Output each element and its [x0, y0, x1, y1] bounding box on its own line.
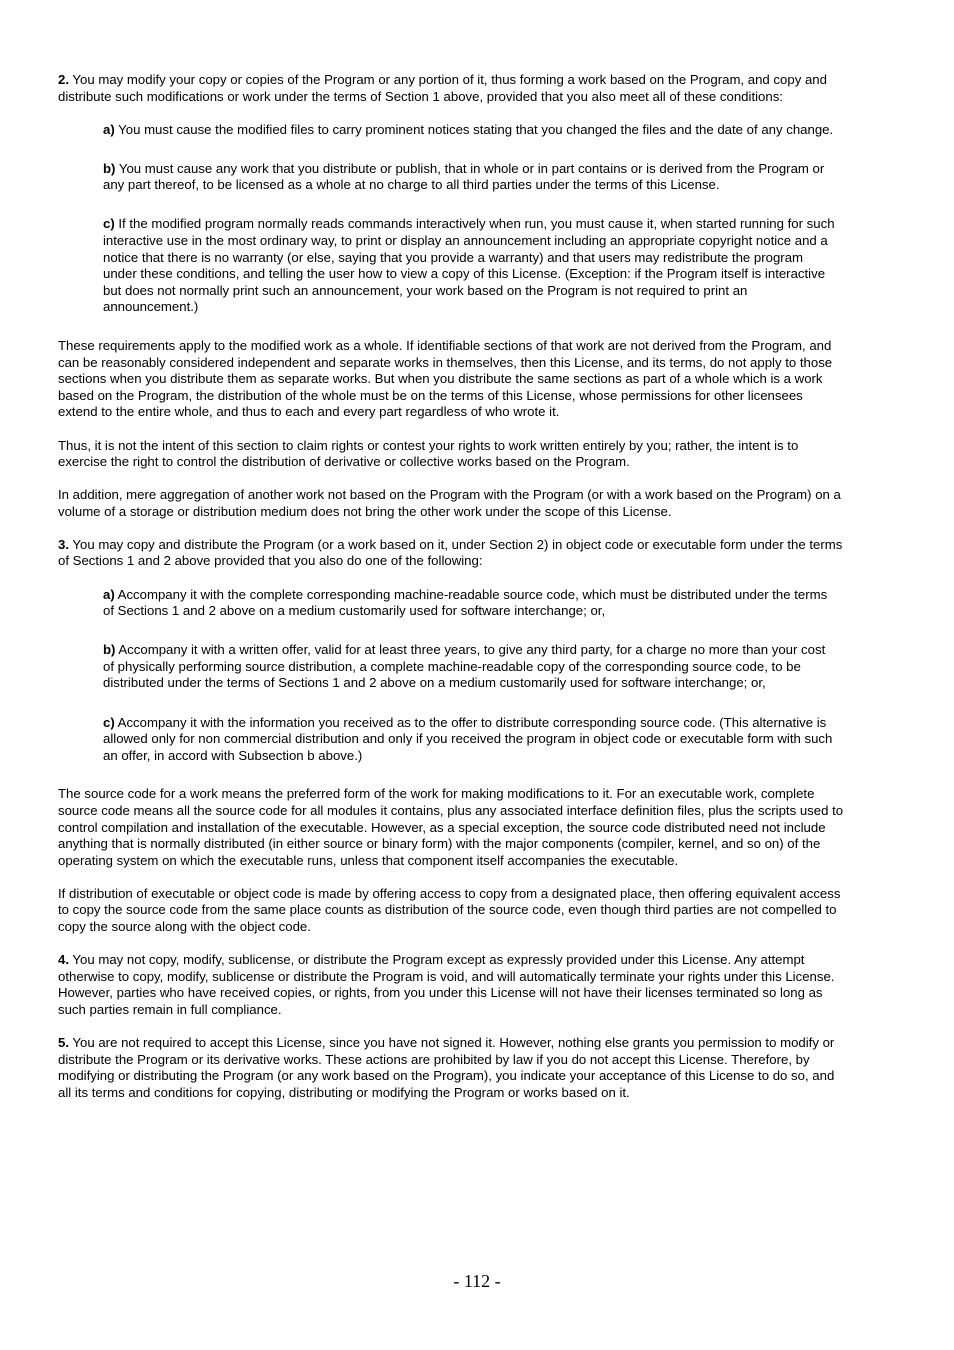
section-5: [58, 1035, 844, 1101]
section-3-paragraph-2: If distribution of executable or object code is made by offering access to copy from a designated place, then offering equivalent access to copy the source code from the same place counts as distribution of the source code, even though third parties are not compelled to copy the source along with the object code.: [58, 885, 841, 934]
section-2-item-b: [103, 161, 839, 194]
section-3-item-b: [103, 642, 839, 692]
page-number: - 112 -: [453, 1271, 501, 1291]
section-3-item-c: [103, 715, 839, 765]
section-3-intro: [58, 537, 844, 570]
item-label: a): [103, 121, 115, 137]
document-body: [58, 72, 844, 1118]
section-2-intro: [58, 72, 844, 105]
item-label: b): [103, 642, 116, 658]
section-number: 3.: [58, 536, 69, 552]
item-text: Accompany it with a written offer, valid for at least three years, to give any third party, for a charge no more than your cost of physically performing source distribution, a complete machine-readable copy of the corresponding source code, to be distributed under the terms of Sections 1 and 2 above on a medium customarily used for software interchange; or,: [103, 642, 826, 691]
section-number: 2.: [58, 72, 69, 87]
item-text: You must cause the modified files to carry prominent notices stating that you changed the files and the date of any change.: [114, 121, 834, 137]
paragraph-text: You are not required to accept this License, since you have not signed it. However, nothing else grants you permission to modify or distribute the Program or its derivative works. These actions are prohibited by law if you do not accept this License. Therefore, by modifying or distributing the Program (or any work based on the Program), you indicate your acceptance of this License to do so, and all its terms and conditions for copying, distributing or modifying the Program or works based on it.: [58, 1034, 835, 1100]
section-2-paragraph-2: Thus, it is not the intent of this section to claim rights or contest your rights to work written entirely by you; rather, the intent is to exercise the right to control the distribution of derivative or collective works based on the Program.: [58, 437, 799, 470]
section-2-paragraph-3: In addition, mere aggregation of another work not based on the Program with the Program (or with a work based on the Program) on a volume of a storage or distribution medium does not bring the other work under the scope of this License.: [58, 487, 841, 519]
paragraph-text: You may modify your copy or copies of the Program or any portion of it, thus forming a work based on the Program, and copy and distribute such modifications or work under the terms of Section 1 above, provided that you also meet all of these conditions:: [58, 72, 827, 104]
item-text: If the modified program normally reads commands interactively when run, you must cause it, when started running for such interactive use in the most ordinary way, to print or display an announcement including an appropriate copyright notice and a notice that there is no warranty (or else, saying that you provide a warranty) and that users may redistribute the program under these conditions, and telling the user how to view a copy of this License. (Exception: if the Program itself is interactive but does not normally print such an announcement, your work based on the Program is not required to print an announcement.): [103, 216, 835, 315]
item-label: c): [103, 216, 115, 232]
section-3-item-a: [103, 587, 839, 620]
paragraph-text: You may not copy, modify, sublicense, or distribute the Program except as expressly provided under this License. Any attempt otherwise to copy, modify, sublicense or distribute the Program is void, and will automatically terminate your rights under this License. However, parties who have received copies, or rights, from you under this License will not have their licenses terminated so long as such parties remain in full compliance.: [58, 952, 835, 1017]
item-text: You must cause any work that you distribute or publish, that in whole or in part contains or is derived from the Program or any part thereof, to be licensed as a whole at no charge to all third parties under the terms of this License.: [103, 160, 825, 193]
item-label: a): [103, 586, 115, 602]
item-text: Accompany it with the information you received as to the offer to distribute corresponding source code. (This alternative is allowed only for non commercial distribution and only if you received the program in object code or executable form with such an offer, in accord with Subsection b above.): [103, 714, 833, 763]
section-4: [58, 952, 844, 1018]
section-2-item-a: [103, 122, 839, 139]
section-2-paragraph-1: These requirements apply to the modified work as a whole. If identifiable sections of that work are not derived from the Program, and can be reasonably considered independent and separate works in themselves, then this License, and its terms, do not apply to those sections when you distribute them as separate works. But when you distribute the same sections as part of a whole which is a work based on the Program, the distribution of the whole must be on the terms of this License, whose permissions for other licensees extend to the entire whole, and thus to each and every part regardless of who wrote it.: [58, 338, 833, 420]
item-text: Accompany it with the complete corresponding machine-readable source code, which must be distributed under the terms of Sections 1 and 2 above on a medium customarily used for software interchange; or,: [103, 586, 828, 619]
section-3-paragraph-1: The source code for a work means the preferred form of the work for making modifications to it. For an executable work, complete source code means all the source code for all modules it contains, plus any associated interface definition files, plus the scripts used to control compilation and installation of the executable. However, as a special exception, the source code distributed need not include anything that is normally distributed (in either source or binary form) with the major components (compiler, kernel, and so on) of the operating system on which the executable runs, unless that component itself accompanies the executable.: [58, 786, 844, 868]
item-label: c): [103, 714, 115, 730]
paragraph-text: You may copy and distribute the Program (or a work based on it, under Section 2) in object code or executable form under the terms of Sections 1 and 2 above provided that you also do one of the following:: [58, 536, 843, 569]
item-label: b): [103, 160, 116, 176]
section-number: 5.: [58, 1034, 69, 1050]
section-number: 4.: [58, 952, 69, 968]
section-2-item-c: [103, 216, 839, 316]
